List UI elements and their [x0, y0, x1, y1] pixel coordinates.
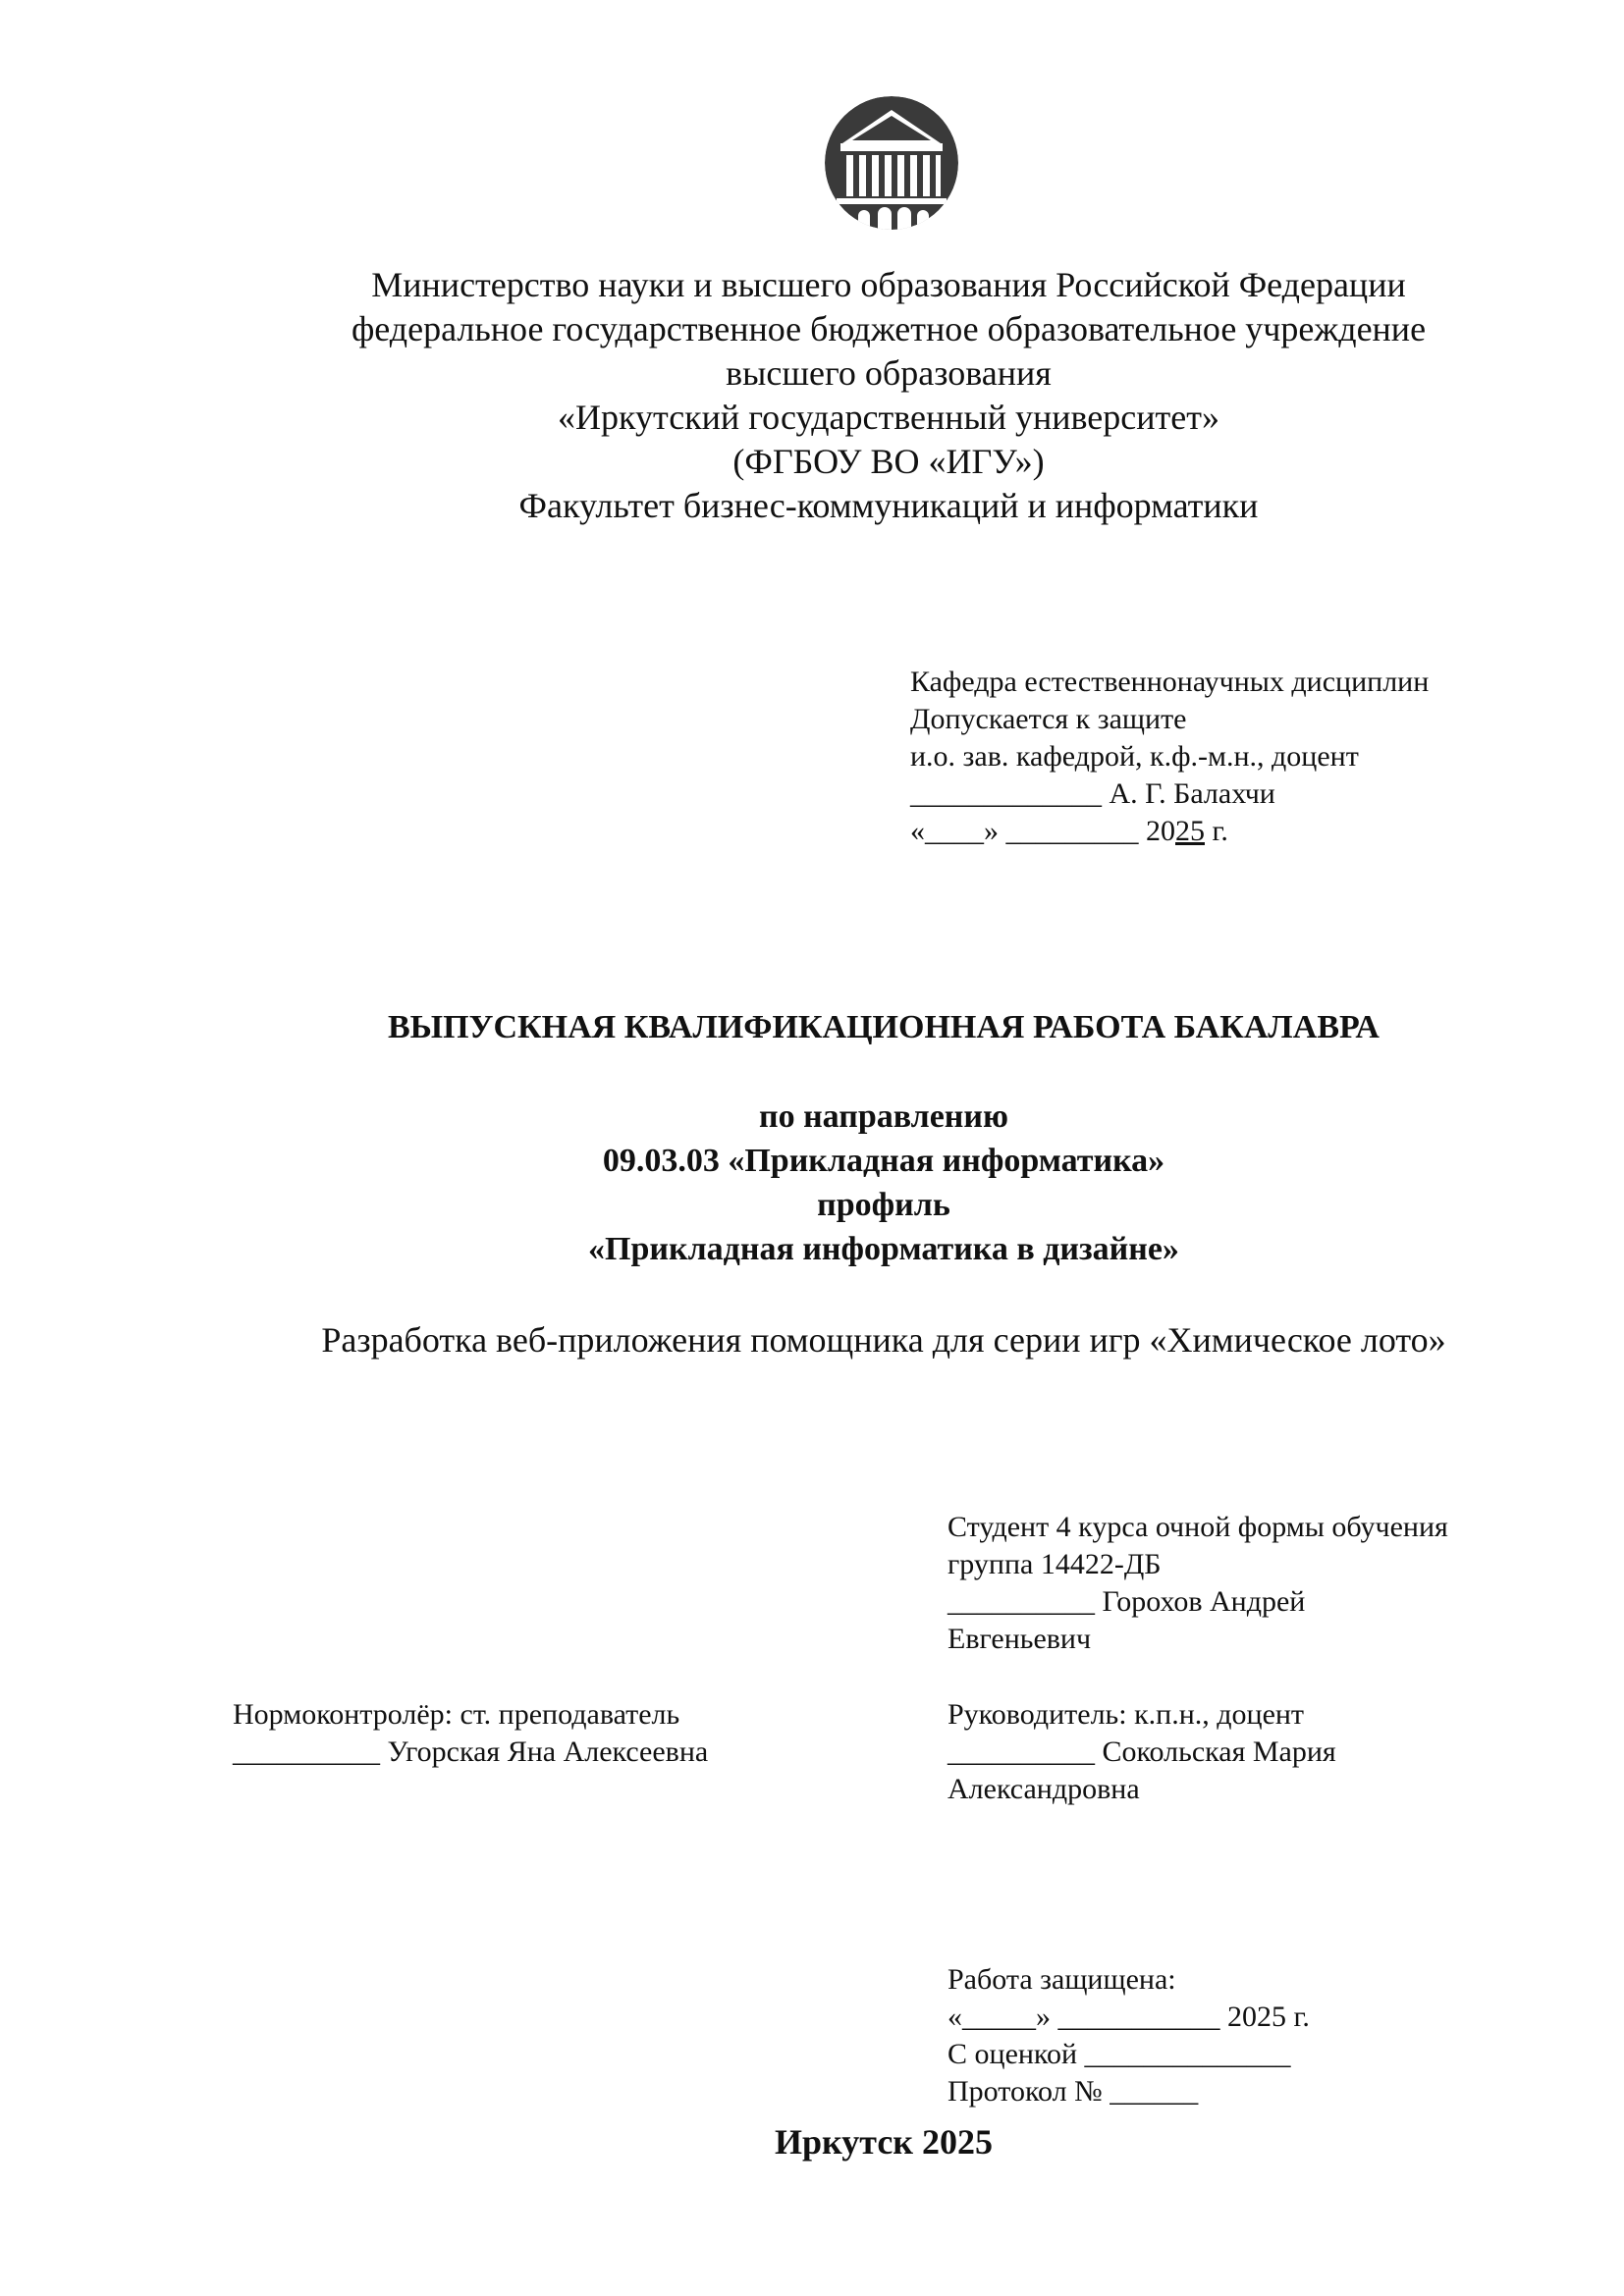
city-year: Иркутск 2025 [774, 2122, 994, 2162]
direction-block [0, 1095, 1624, 1271]
defense-protocol: Протокол № ______ [947, 2075, 1199, 2108]
profile-name: «Прикладная информатика в дизайне» [588, 1231, 1179, 1267]
defense-grade: С оценкой ______________ [947, 2038, 1291, 2070]
header-line-university: «Иркутский государственный университет» [558, 398, 1219, 437]
institution-header [206, 263, 1571, 528]
header-line-education-level: высшего образования [726, 353, 1052, 393]
supervisor-signature: __________ Сокольская Мария [947, 1735, 1336, 1768]
student-block [947, 1509, 1448, 1658]
work-topic: Разработка веб-приложения помощника для серии игр «Химическое лото» [321, 1320, 1446, 1360]
header-line-ministry: Министерство науки и высшего образования Российской Федерации [371, 265, 1406, 304]
head-title: и.о. зав. кафедрой, к.ф.-м.н., доцент [910, 740, 1359, 773]
approval-date [910, 813, 1429, 850]
student-course: Студент 4 курса очной формы обучения [947, 1511, 1448, 1543]
approval-date-year: 25 [1175, 815, 1205, 847]
header-line-institution-type: федеральное государственное бюджетное образовательное учреждение [351, 309, 1427, 348]
normcontrol-block [233, 1696, 708, 1771]
defense-label: Работа защищена: [947, 1963, 1176, 1996]
header-line-faculty: Факультет бизнес-коммуникаций и информатики [518, 486, 1259, 525]
student-signature: __________ Горохов Андрей [947, 1585, 1306, 1618]
defense-date: «_____» ___________ 2025 г. [947, 2001, 1310, 2033]
defense-block [947, 1961, 1310, 2110]
direction-label: по направлению [759, 1098, 1008, 1135]
normcontrol-title: Нормоконтролёр: ст. преподаватель [233, 1698, 680, 1731]
supervisor-block [947, 1696, 1336, 1808]
department-approval-block [910, 664, 1429, 850]
header-line-abbreviation: (ФГБОУ ВО «ИГУ») [732, 442, 1045, 481]
supervisor-title: Руководитель: к.п.н., доцент [947, 1698, 1305, 1731]
work-title: ВЫПУСКНАЯ КВАЛИФИКАЦИОННАЯ РАБОТА БАКАЛАВРА [388, 1009, 1380, 1045]
profile-label: профиль [817, 1187, 950, 1223]
direction-name: 09.03.03 «Прикладная информатика» [602, 1143, 1165, 1179]
student-name-cont: Евгеньевич [947, 1623, 1092, 1655]
department-name: Кафедра естественнонаучных дисциплин [910, 666, 1430, 698]
student-group: группа 14422-ДБ [947, 1548, 1162, 1580]
head-signature: _____________ А. Г. Балахчи [910, 777, 1275, 810]
approval-date-suffix: г. [1205, 815, 1228, 847]
admitted-label: Допускается к защите [910, 703, 1187, 735]
approval-date-prefix: «____» _________ 20 [910, 815, 1175, 847]
normcontrol-signature: __________ Угорская Яна Алексеевна [233, 1735, 709, 1768]
supervisor-name-cont: Александровна [947, 1773, 1140, 1805]
university-emblem-icon [823, 94, 960, 232]
